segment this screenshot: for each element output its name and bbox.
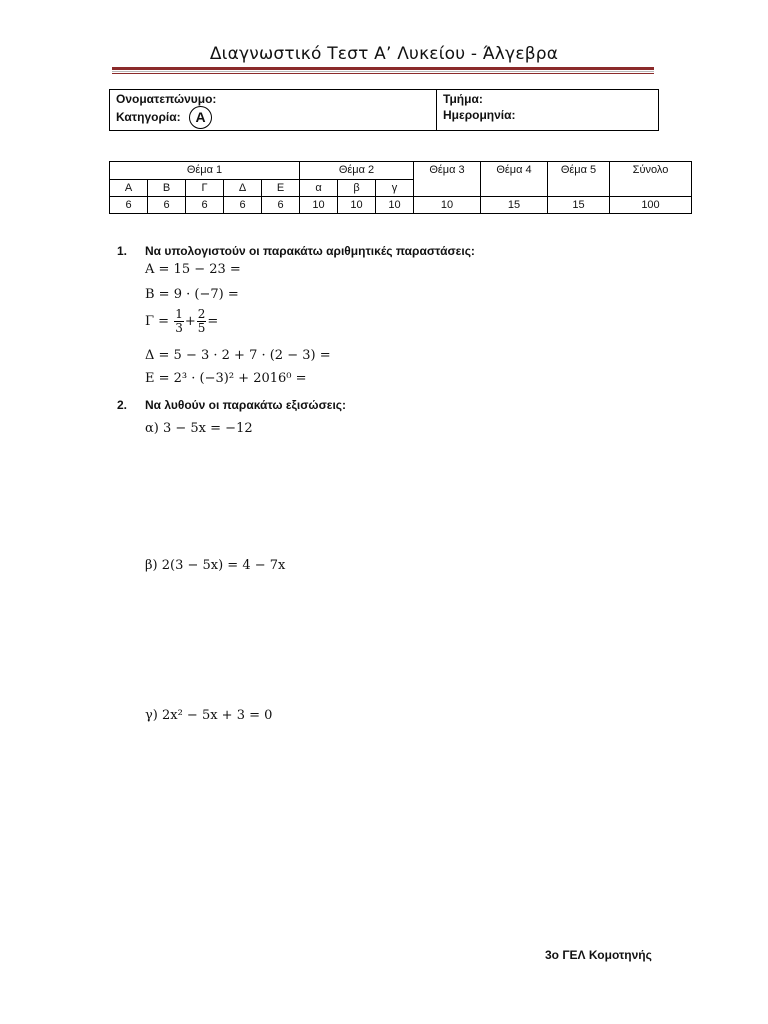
title-rule — [112, 67, 654, 70]
equation-beta: β) 2(3 − 5x) = 4 − 7x — [145, 558, 286, 573]
fraction-two-fifths — [197, 308, 207, 335]
title-rule-shadow — [112, 71, 654, 72]
question-2-text: Να λυθούν οι παρακάτω εξισώσεις: — [145, 398, 347, 412]
equation-alpha: α) 3 − 5x = −12 — [145, 421, 253, 436]
fraction-suffix: = — [207, 314, 219, 329]
header-thema-5: Θέμα 5 — [548, 162, 610, 197]
points-cell: 6 — [148, 197, 186, 214]
sub-header: Β — [148, 180, 186, 197]
points-cell: 10 — [300, 197, 338, 214]
expression-d: Δ = 5 − 3 · 2 + 7 · (2 − 3) = — [145, 348, 331, 363]
points-cell: 15 — [548, 197, 610, 214]
student-info-box — [109, 89, 659, 131]
info-divider — [436, 90, 437, 130]
expression-e: Ε = 2³ · (−3)² + 2016⁰ = — [145, 371, 307, 386]
fraction-numerator: 1 — [175, 307, 183, 321]
fraction-operator: + — [184, 314, 196, 329]
class-label: Τμήμα: — [443, 92, 483, 106]
equation-gamma: γ) 2x² − 5x + 3 = 0 — [145, 708, 273, 723]
points-total-cell: 100 — [610, 197, 692, 214]
sub-header: Ε — [262, 180, 300, 197]
fraction-one-third — [174, 308, 184, 335]
question-1-number: 1. — [117, 244, 128, 258]
fraction-prefix: Γ = — [145, 314, 170, 329]
points-cell: 6 — [110, 197, 148, 214]
sub-header: Α — [110, 180, 148, 197]
sub-header: Δ — [224, 180, 262, 197]
title-rule-thin — [112, 73, 654, 74]
header-thema-2: Θέμα 2 — [300, 162, 414, 180]
fraction-denominator: 5 — [197, 321, 206, 335]
points-cell: 6 — [224, 197, 262, 214]
points-cell: 10 — [376, 197, 414, 214]
fraction-denominator: 3 — [175, 321, 183, 335]
sub-header: α — [300, 180, 338, 197]
header-thema-1: Θέμα 1 — [110, 162, 300, 180]
fraction-numerator: 2 — [197, 307, 206, 321]
points-cell: 10 — [414, 197, 481, 214]
expression-b: B = 9 · (−7) = — [145, 287, 239, 302]
category-circle: Α — [189, 106, 212, 129]
header-total: Σύνολο — [610, 162, 692, 197]
header-thema-3: Θέμα 3 — [414, 162, 481, 197]
category-label: Κατηγορία: — [116, 110, 181, 124]
points-cell: 10 — [338, 197, 376, 214]
date-label: Ημερομηνία: — [443, 108, 516, 122]
name-label: Ονοματεπώνυμο: — [116, 92, 217, 106]
expression-a: A = 15 − 23 = — [145, 262, 241, 277]
question-2-number: 2. — [117, 398, 128, 412]
sub-header: γ — [376, 180, 414, 197]
header-thema-4: Θέμα 4 — [481, 162, 548, 197]
expression-g — [145, 308, 218, 335]
points-cell: 6 — [186, 197, 224, 214]
sub-header: Γ — [186, 180, 224, 197]
page-title: Διαγνωστικό Τεστ Α’ Λυκείου - Άλγεβρα — [209, 44, 559, 64]
points-cell: 15 — [481, 197, 548, 214]
school-footer: 3ο ΓΕΛ Κομοτηνής — [545, 948, 652, 962]
question-1-text: Να υπολογιστούν οι παρακάτω αριθμητικές παραστάσεις: — [145, 244, 475, 258]
points-cell: 6 — [262, 197, 300, 214]
score-table — [109, 161, 692, 214]
sub-header: β — [338, 180, 376, 197]
